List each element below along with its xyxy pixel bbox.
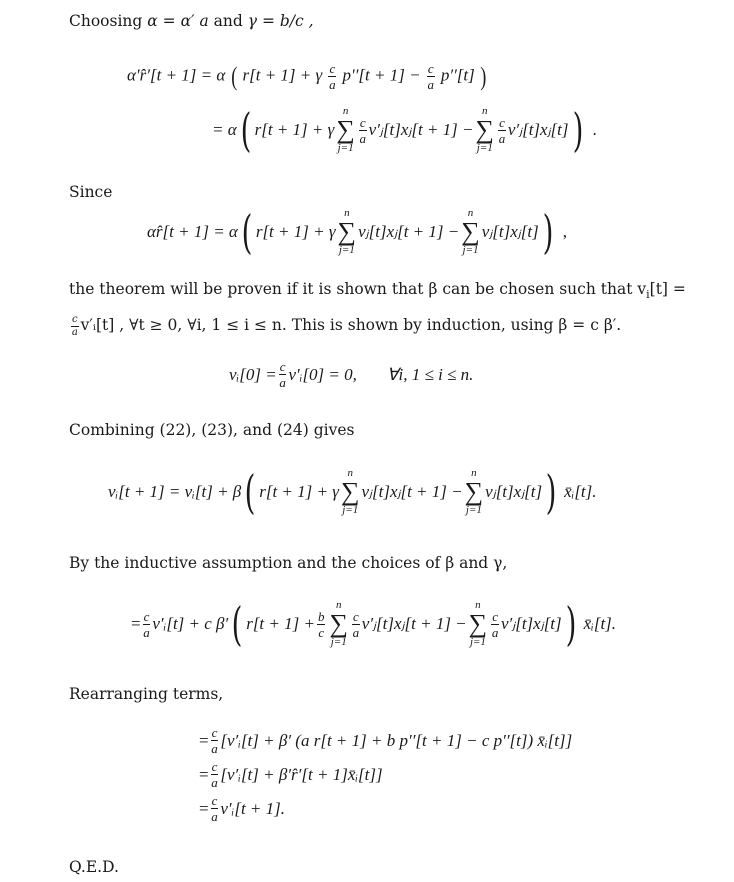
sum-symbol: n ∑ j=1	[329, 599, 349, 648]
eq6-frac-4: $\frac{c}{a}$	[491, 608, 499, 640]
eq5-term-a: r[t + 1] + γ	[259, 482, 339, 501]
equation-2: = α ( r[t + 1] + γ n ∑ j=1 $\frac{c}{a}$ v′ⱼ[t]xⱼ[t + 1] − n ∑ j=1 $\frac{c}{a}$ v′ⱼ[t]xⱼ[t] ) .	[212, 103, 597, 157]
eq2-lhs: = α	[212, 120, 237, 139]
eq4-condition: ∀i, 1 ≤ i ≤ n.	[386, 364, 474, 384]
eq6-frac-3: $\frac{c}{a}$	[352, 608, 360, 640]
qed-paragraph	[69, 852, 689, 882]
sum-symbol: n ∑ j=1	[340, 467, 360, 516]
eq1-term-a: r[t + 1] + γ	[242, 65, 323, 85]
eq3-term-b: vⱼ[t]xⱼ[t + 1] −	[358, 222, 460, 241]
eq4-rhs: v′ᵢ[0] = 0,	[288, 364, 357, 384]
choosing-gamma: γ = b/c ,	[247, 12, 314, 30]
eq3-term-c: vⱼ[t]xⱼ[t]	[481, 222, 539, 241]
theorem-line-1: the theorem will be proven if it is shown that β can be chosen such that v	[69, 280, 647, 298]
since-text: Since	[69, 183, 113, 201]
eq6-term-a: v′ᵢ[t] + c β′	[152, 614, 229, 633]
eq4-lhs: vᵢ[0] =	[229, 364, 277, 384]
sum-symbol: n ∑ j=1	[337, 207, 357, 256]
eq5-term-c: vⱼ[t]xⱼ[t]	[485, 482, 543, 501]
eq7-line-1: = $\frac{c}{a}$ [v′ᵢ[t] + β′ (a r[t + 1] + b p′′[t + 1] − c p′′[t]) x̄ᵢ[t]]	[199, 725, 573, 756]
eq4-frac: $\frac{c}{a}$	[279, 359, 286, 390]
eq7-line-3: = $\frac{c}{a}$ v′ᵢ[t + 1].	[199, 793, 286, 824]
eq7-line-2: = $\frac{c}{a}$ [v′ᵢ[t] + β′r̂′[t + 1]x̄ᵢ[t]]	[199, 759, 383, 790]
equation-1: α′r̂′[t + 1] = α ( r[t + 1] + γ $\frac{c}{a}$ p′′[t + 1] − $\frac{c}{a}$ p′′[t] )	[127, 61, 487, 92]
eq2-term-c: v′ⱼ[t]xⱼ[t]	[507, 120, 569, 139]
theorem-line-2: v′ᵢ[t] , ∀t ≥ 0, ∀i, 1 ≤ i ≤ n. This is shown by induction, using β = c β′.	[80, 316, 622, 335]
eq2-frac-1: $\frac{c}{a}$	[359, 114, 367, 146]
eq2-frac-2: $\frac{c}{a}$	[498, 114, 506, 146]
eq1-term-c: p′′[t]	[440, 65, 475, 85]
eq5-end: x̄ᵢ[t].	[564, 482, 597, 501]
eq3-comma: ,	[562, 222, 567, 241]
choosing-text: Choosing	[69, 12, 143, 30]
equation-7	[0, 726, 734, 826]
sum-symbol: n ∑ j=1	[336, 105, 355, 154]
eq6-equals: =	[131, 614, 141, 633]
eq2-term-a: r[t + 1] + γ	[254, 120, 335, 139]
theorem-paragraph: the theorem will be proven if it is shown that β can be chosen such that $v_i[t]$ = $\frac{c}{a}$ v′ᵢ[t] , ∀t ≥ 0, ∀i, 1 ≤ i ≤ n. This is shown by induction, using β = c β′.	[69, 280, 686, 338]
inductive-paragraph	[69, 548, 689, 578]
eq6-term-b: r[t + 1] +	[246, 614, 315, 633]
inductive-text: By the inductive assumption and the choices of β and γ,	[69, 554, 508, 572]
eq5-lhs: vᵢ[t + 1] = vᵢ[t] + β	[108, 482, 242, 501]
rearranging-text: Rearranging terms,	[69, 685, 224, 703]
eq1-frac-2: $\frac{c}{a}$	[427, 61, 434, 92]
sum-symbol: n ∑ j=1	[475, 105, 495, 154]
eq6-frac-2: $\frac{b}{c}$	[317, 608, 325, 640]
rearranging-paragraph	[69, 679, 689, 709]
theorem-line-1-end: [t] =	[649, 280, 686, 298]
equation-5: vᵢ[t + 1] = vᵢ[t] + β ( r[t + 1] + γ n ∑ j=1 vⱼ[t]xⱼ[t + 1] − n ∑ j=1 vⱼ[t]xⱼ[t] ) x̄ᵢ[t].	[108, 465, 597, 519]
eq5-term-b: vⱼ[t]xⱼ[t + 1] −	[361, 482, 463, 501]
eq3-lhs: αr̂[t + 1] = α	[147, 222, 238, 241]
eq2-term-b: v′ⱼ[t]xⱼ[t + 1] −	[368, 120, 474, 139]
eq6-end: x̄ᵢ[t].	[583, 614, 617, 633]
choosing-alpha: α = α′ a	[147, 12, 209, 30]
eq3-term-a: r[t + 1] + γ	[255, 222, 336, 241]
equation-6: = $\frac{c}{a}$ v′ᵢ[t] + c β′ ( r[t + 1] + $\frac{b}{c}$ n ∑ j=1 $\frac{c}{a}$ v′ⱼ[t]xⱼ[t + 1] − n ∑ j=1 $\frac{c}{a}$ v′ⱼ[t]xⱼ[t] ) x̄ᵢ[t].	[131, 597, 617, 651]
choosing-paragraph	[69, 6, 689, 36]
sum-symbol: n ∑ j=1	[461, 207, 480, 256]
eq6-term-c: v′ⱼ[t]xⱼ[t + 1] −	[361, 614, 467, 633]
equation-4	[0, 358, 734, 394]
qed-text: Q.E.D.	[69, 858, 119, 876]
eq7-line-2-text: [v′ᵢ[t] + β′r̂′[t + 1]x̄ᵢ[t]]	[220, 764, 383, 784]
choosing-and: and	[213, 12, 243, 30]
eq6-frac-1: $\frac{c}{a}$	[143, 608, 150, 640]
combining-text: Combining (22), (23), and (24) gives	[69, 421, 355, 439]
eq1-term-b: p′′[t + 1] −	[342, 65, 421, 85]
eq1-frac-1: $\frac{c}{a}$	[329, 61, 336, 92]
sum-symbol: n ∑ j=1	[468, 599, 488, 648]
sum-symbol: n ∑ j=1	[464, 467, 484, 516]
eq6-term-d: v′ⱼ[t]xⱼ[t]	[500, 614, 562, 633]
eq2-period: .	[592, 120, 597, 139]
eq1-lhs: α′r̂′[t + 1] = α	[127, 65, 226, 85]
equation-3: αr̂[t + 1] = α ( r[t + 1] + γ n ∑ j=1 vⱼ[t]xⱼ[t + 1] − n ∑ j=1 vⱼ[t]xⱼ[t] ) ,	[147, 205, 567, 259]
combining-paragraph	[69, 415, 689, 445]
eq7-line-1-text: [v′ᵢ[t] + β′ (a r[t + 1] + b p′′[t + 1] − c p′′[t]) x̄ᵢ[t]]	[220, 730, 573, 750]
theorem-frac: $\frac{c}{a}$	[71, 313, 78, 338]
eq7-line-3-text: v′ᵢ[t + 1].	[220, 798, 286, 818]
